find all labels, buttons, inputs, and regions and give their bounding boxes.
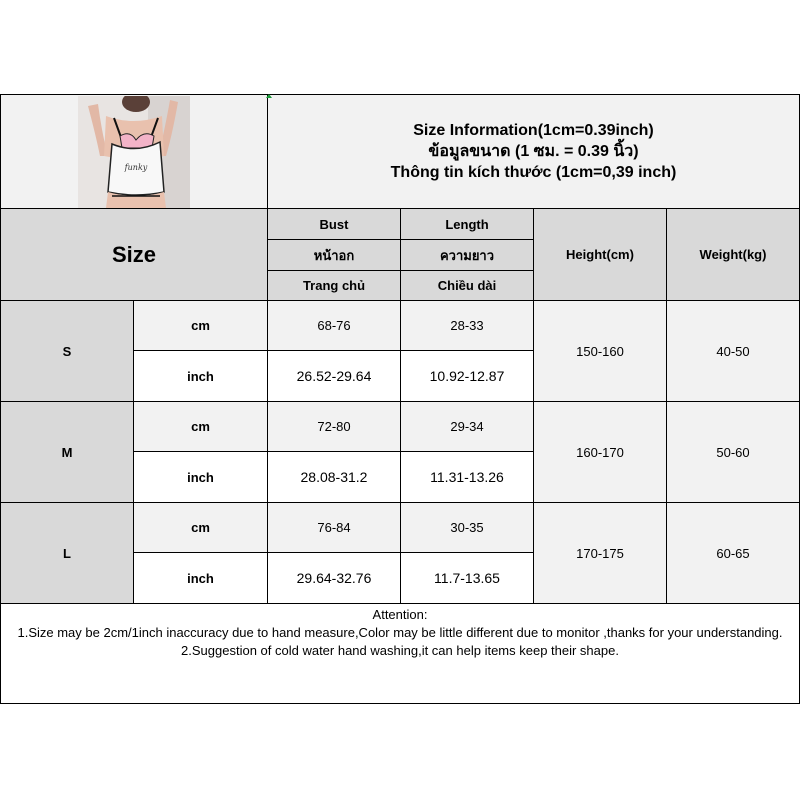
weight-value: 40-50 [666, 300, 800, 402]
bust-cm-value: 76-84 [267, 502, 401, 553]
height-value: 160-170 [533, 401, 667, 503]
green-marker [266, 94, 272, 98]
height-value: 170-175 [533, 502, 667, 604]
length-cm-value: 28-33 [400, 300, 534, 351]
title-vietnamese: Thông tin kích thước (1cm=0,39 inch) [390, 164, 677, 181]
size-chart-table [0, 94, 800, 704]
size-m-label: M [0, 401, 134, 503]
length-inch-value: 11.7-13.65 [400, 552, 534, 604]
bust-header-vi: Trang chủ [267, 270, 401, 301]
unit-inch-label: inch [133, 552, 268, 604]
bust-header-en: Bust [267, 208, 401, 240]
unit-inch-label: inch [133, 350, 268, 402]
attention-line-1: 1.Size may be 2cm/1inch inaccuracy due to hand measure,Color may be little different due to monitor ,thanks for your understanding. [17, 625, 783, 640]
svg-text:funky: funky [124, 163, 148, 172]
weight-header: Weight(kg) [666, 208, 800, 301]
attention-heading: Attention: [372, 607, 428, 622]
title-english: Size Information(1cm=0.39inch) [413, 122, 654, 139]
bust-inch-value: 26.52-29.64 [267, 350, 401, 402]
length-header-vi: Chiều dài [400, 270, 534, 301]
length-cm-value: 29-34 [400, 401, 534, 452]
product-photo [78, 96, 190, 208]
length-inch-value: 10.92-12.87 [400, 350, 534, 402]
bust-inch-value: 28.08-31.2 [267, 451, 401, 503]
bust-inch-value: 29.64-32.76 [267, 552, 401, 604]
weight-value: 60-65 [666, 502, 800, 604]
bust-cm-value: 72-80 [267, 401, 401, 452]
size-header: Size [0, 208, 268, 301]
unit-cm-label: cm [133, 300, 268, 351]
size-information-title [267, 94, 800, 209]
size-l-label: L [0, 502, 134, 604]
length-inch-value: 11.31-13.26 [400, 451, 534, 503]
attention-line-2: 2.Suggestion of cold water hand washing,it can help items keep their shape. [181, 643, 619, 658]
length-header-en: Length [400, 208, 534, 240]
bust-header-th: หน้าอก [267, 239, 401, 271]
product-photo-cell [0, 94, 268, 209]
length-cm-value: 30-35 [400, 502, 534, 553]
size-s-label: S [0, 300, 134, 402]
length-header-th: ความยาว [400, 239, 534, 271]
weight-value: 50-60 [666, 401, 800, 503]
unit-inch-label: inch [133, 451, 268, 503]
bust-cm-value: 68-76 [267, 300, 401, 351]
height-value: 150-160 [533, 300, 667, 402]
title-thai: ข้อมูลขนาด (1 ซม. = 0.39 นิ้ว) [428, 143, 639, 160]
unit-cm-label: cm [133, 502, 268, 553]
unit-cm-label: cm [133, 401, 268, 452]
attention-notes [0, 603, 800, 704]
height-header: Height(cm) [533, 208, 667, 301]
